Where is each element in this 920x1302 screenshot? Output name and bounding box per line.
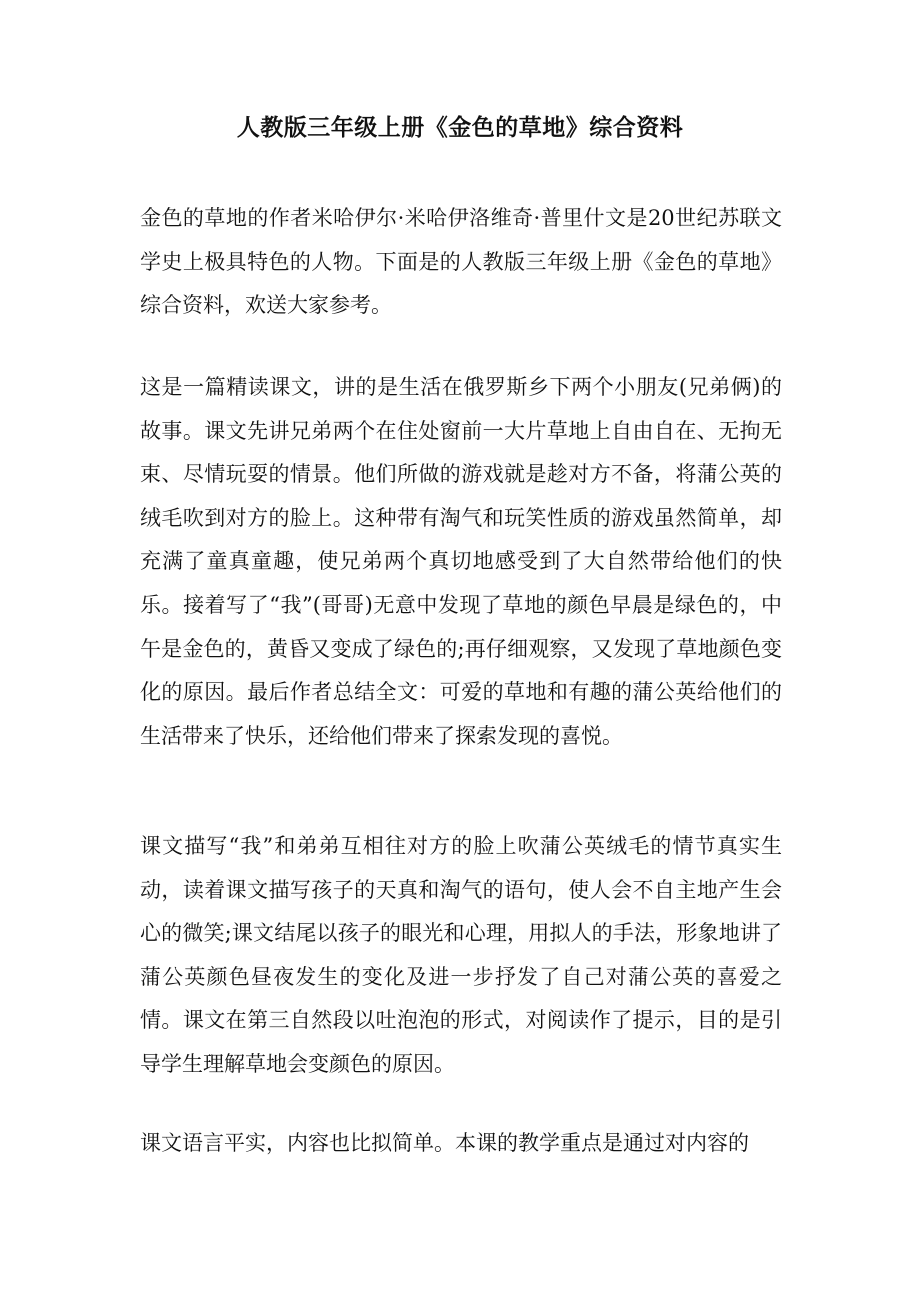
paragraph-intro: 金色的草地的作者米哈伊尔·米哈伊洛维奇·普里什文是20世纪苏联文学史上极具特色的人物。下面是的人教版三年级上册《金色的草地》综合资料，欢送大家参考。: [140, 206, 782, 318]
paragraph-teaching-focus: 课文语言平实，内容也比拟简单。本课的教学重点是通过对内容的: [140, 1131, 749, 1155]
paragraph-summary: 这是一篇精读课文，讲的是生活在俄罗斯乡下两个小朋友(兄弟俩)的故事。课文先讲兄弟两个在住处窗前一大片草地上自由自在、无拘无束、尽情玩耍的情景。他们所做的游戏就是趁对方不备，将蒲公英的绒毛吹到对方的脸上。这种带有淘气和玩笑性质的游戏虽然简单，却充满了童真童趣，使兄弟两个真切地感受到了大自然带给他们的快乐。接着写了“我”(哥哥)无意中发现了草地的颜色早晨是绿色的，中午是金色的，黄昏又变成了绿色的;再仔细观察，又发现了草地颜色变化的原因。最后作者总结全文：可爱的草地和有趣的蒲公英给他们的生活带来了快乐，还给他们带来了探索发现的喜悦。: [140, 375, 782, 748]
document-title: 人教版三年级上册《金色的草地》综合资料: [236, 114, 684, 141]
paragraph-description: 课文描写“我”和弟弟互相往对方的脸上吹蒲公英绒毛的情节真实生动，读着课文描写孩子的天真和淘气的语句，使人会不自主地产生会心的微笑;课文结尾以孩子的眼光和心理，用拟人的手法，形象地讲了蒲公英颜色昼夜发生的变化及进一步抒发了自己对蒲公英的喜爱之情。课文在第三自然段以吐泡泡的形式，对阅读作了提示，目的是引导学生理解草地会变颜色的原因。: [140, 834, 782, 1076]
